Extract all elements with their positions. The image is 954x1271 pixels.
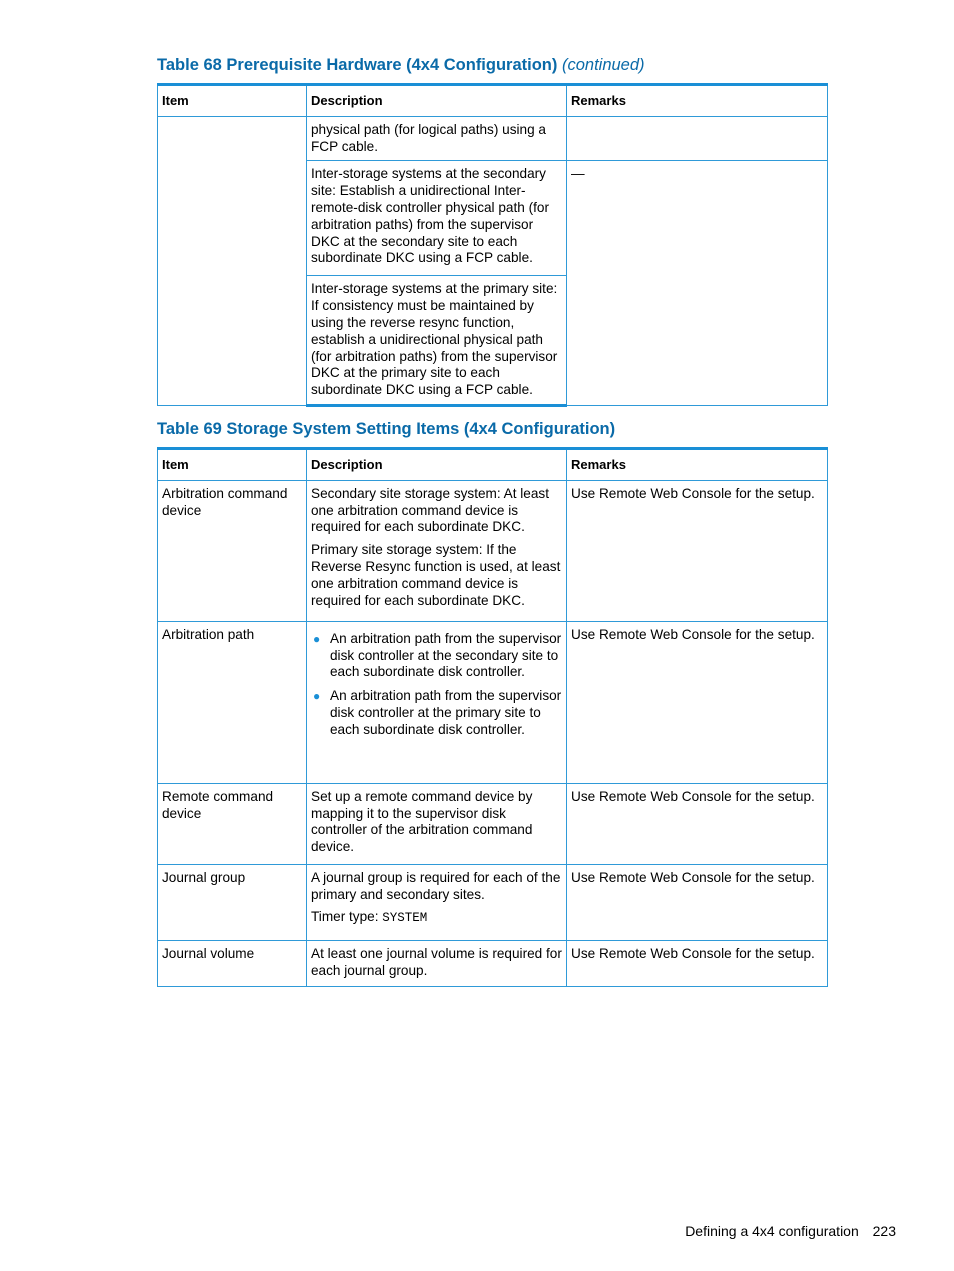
- table-68-caption: [157, 55, 645, 75]
- table-row: [158, 864, 828, 940]
- description-cell: [307, 783, 567, 864]
- item-cell: Arbitration command device: [158, 480, 307, 621]
- description-paragraph: Secondary site storage system: At least one arbitration command device is required for each subordinate DKC.: [311, 485, 550, 535]
- table-69-storage-system-setting-items: [157, 447, 828, 987]
- page-number: 223: [872, 1223, 896, 1239]
- column-header-description: Description: [307, 85, 567, 117]
- table-row: [158, 480, 828, 621]
- remarks-cell: Use Remote Web Console for the setup.: [567, 864, 828, 940]
- table-69-caption: Table 69 Storage System Setting Items (4x4 Configuration): [157, 420, 616, 438]
- page-footer: [685, 1222, 896, 1240]
- description-paragraph: At least one journal volume is required for each journal group.: [311, 945, 562, 978]
- table-row: [158, 783, 828, 864]
- column-header-item: Item: [158, 449, 307, 481]
- table-68-continued-label: (continued): [561, 56, 645, 74]
- column-header-item: Item: [158, 85, 307, 117]
- table-row: [158, 116, 828, 161]
- table-header-row: [158, 85, 828, 117]
- description-cell: [307, 864, 567, 940]
- remarks-cell: Use Remote Web Console for the setup.: [567, 480, 828, 621]
- list-item: [313, 688, 562, 738]
- list-item-text: An arbitration path from the supervisor disk controller at the secondary site to each subordinate disk controller.: [330, 630, 562, 680]
- column-header-description: Description: [307, 449, 567, 481]
- description-paragraph: A journal group is required for each of the primary and secondary sites.: [311, 869, 561, 902]
- description-paragraph: Set up a remote command device by mapping it to the supervisor disk controller of the arbitration command device.: [311, 788, 533, 855]
- remarks-cell: Use Remote Web Console for the setup.: [567, 783, 828, 864]
- table-header-row: [158, 449, 828, 481]
- item-cell: Remote command device: [158, 783, 307, 864]
- list-item: [313, 630, 562, 681]
- remarks-cell: —: [567, 161, 828, 406]
- table-68-prerequisite-hardware: [157, 83, 828, 407]
- bullet-dot-icon: ●: [313, 631, 321, 646]
- table-68-title: Table 68 Prerequisite Hardware (4x4 Configuration): [157, 56, 558, 74]
- timer-type-value: SYSTEM: [382, 911, 428, 926]
- bullet-list: [311, 631, 562, 739]
- description-cell: [307, 621, 567, 783]
- footer-section-title: Defining a 4x4 configuration: [685, 1223, 859, 1239]
- bullet-dot-icon: ●: [313, 689, 321, 704]
- item-cell: Arbitration path: [158, 621, 307, 783]
- remarks-cell: [567, 116, 828, 161]
- column-header-remarks: Remarks: [567, 449, 828, 481]
- column-header-remarks: Remarks: [567, 85, 828, 117]
- description-cell: Inter-storage systems at the primary site: If consistency must be maintained by using the reverse resync function, establish a unidirectional physical path (for arbitration paths) from the supervisor DKC at the primary site to each subordinate DKC using a FCP cable.: [307, 276, 567, 406]
- timer-type-label: Timer type:: [311, 909, 379, 925]
- description-cell: [307, 940, 567, 986]
- table-row: [158, 940, 828, 986]
- remarks-cell: Use Remote Web Console for the setup.: [567, 940, 828, 986]
- item-cell: Journal volume: [158, 940, 307, 986]
- description-paragraph: Primary site storage system: If the Reverse Resync function is used, at least one arbitration command device is required for each subordinate DKC.: [311, 542, 561, 608]
- item-cell: [158, 116, 307, 405]
- description-cell: physical path (for logical paths) using a FCP cable.: [307, 116, 567, 161]
- description-cell: Inter-storage systems at the secondary site: Establish a unidirectional Inter-remote-disk controller physical path (for arbitration paths) from the supervisor DKC at the secondary site to each subordinate DKC using a FCP cable.: [307, 161, 567, 276]
- item-cell: Journal group: [158, 864, 307, 940]
- description-cell: [307, 480, 567, 621]
- list-item-text: An arbitration path from the supervisor disk controller at the primary site to each subordinate disk controller.: [330, 688, 562, 737]
- timer-type-line: [311, 909, 562, 927]
- remarks-cell: Use Remote Web Console for the setup.: [567, 621, 828, 783]
- table-row: [158, 621, 828, 783]
